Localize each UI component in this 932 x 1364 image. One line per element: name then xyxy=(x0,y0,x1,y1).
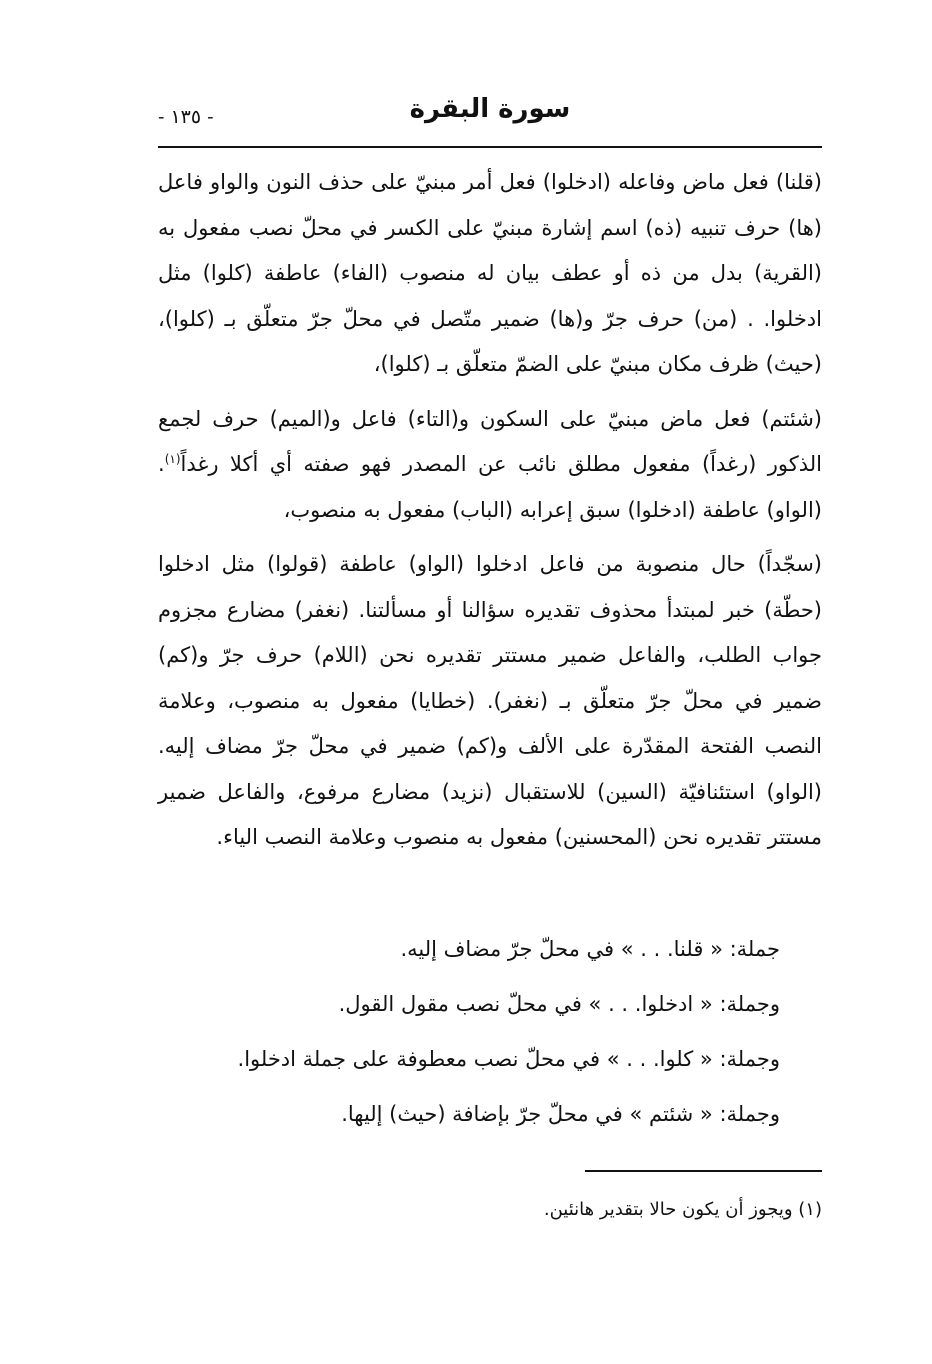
footnote-marker: (١) xyxy=(164,452,181,466)
sentence-role-line: وجملة: « كلوا. . . » في محلّ نصب معطوفة على جملة ادخلوا. xyxy=(237,1047,780,1071)
paragraph-3: (سجّداً) حال منصوبة من فاعل ادخلوا (الواو) عاطفة (قولوا) مثل ادخلوا (حطّة) خبر لمبتدأ محذوف تقديره سؤالنا أو مسألتنا. (نغفر) مضارع مجزوم جواب الطلب، والفاعل ضمير مستتر تقديره نحن (اللام) حرف جرّ و(كم) ضمير في محلّ جرّ متعلّق بـ (نغفر). (خطايا) مفعول به منصوب، وعلامة النصب الفتحة المقدّرة على الألف و(كم) ضمير في محلّ جرّ مضاف إليه. (الواو) استئنافيّة (السين) للاستقبال (نزيد) مضارع مرفوع، والفاعل ضمير مستتر تقديره نحن (المحسنين) مفعول به منصوب وعلامة النصب الياء. xyxy=(158,552,822,849)
paragraph-2-tail: . (الواو) عاطفة (ادخلوا) سبق إعرابه (الباب) مفعول به منصوب، xyxy=(158,452,822,522)
sentence-roles xyxy=(158,922,780,1142)
sentence-role-line: وجملة: « ادخلوا. . . » في محلّ نصب مقول القول. xyxy=(338,992,780,1016)
header-rule xyxy=(158,146,822,148)
sentence-role-line: وجملة: « شئتم » في محلّ جرّ بإضافة (حيث) إليها. xyxy=(341,1102,780,1126)
sentence-role-line: جملة: « قلنا. . . » في محلّ جرّ مضاف إليه. xyxy=(400,937,780,961)
body-text xyxy=(158,160,822,861)
running-title: سورة البقرة xyxy=(409,94,571,124)
page-number: - ١٣٥ - xyxy=(158,106,214,128)
footnote: (١) ويجوز أن يكون حالا بتقدير هانئين. xyxy=(543,1199,822,1220)
paragraph-2 xyxy=(158,397,822,534)
footnote-rule xyxy=(585,1170,822,1172)
page-header xyxy=(158,92,822,144)
paragraph-2-text: (شئتم) فعل ماض مبنيّ على السكون و(التاء) فاعل و(الميم) حرف لجمع الذكور (رغداً) مفعول مطلق نائب عن المصدر فهو صفته أي أكلا رغداً xyxy=(158,406,822,476)
paragraph-1: (قلنا) فعل ماض وفاعله (ادخلوا) فعل أمر مبنيّ على حذف النون والواو فاعل (ها) حرف تنبيه (ذه) اسم إشارة مبنيّ على الكسر في محلّ نصب مفعول به (القرية) بدل من ذه أو عطف بيان له منصوب (الفاء) عاطفة (كلوا) مثل ادخلوا. . (من) حرف جرّ و(ها) ضمير متّصل في محلّ جرّ متعلّق بـ (كلوا)، (حيث) ظرف مكان مبنيّ على الضمّ متعلّق بـ (كلوا)، xyxy=(158,170,822,376)
